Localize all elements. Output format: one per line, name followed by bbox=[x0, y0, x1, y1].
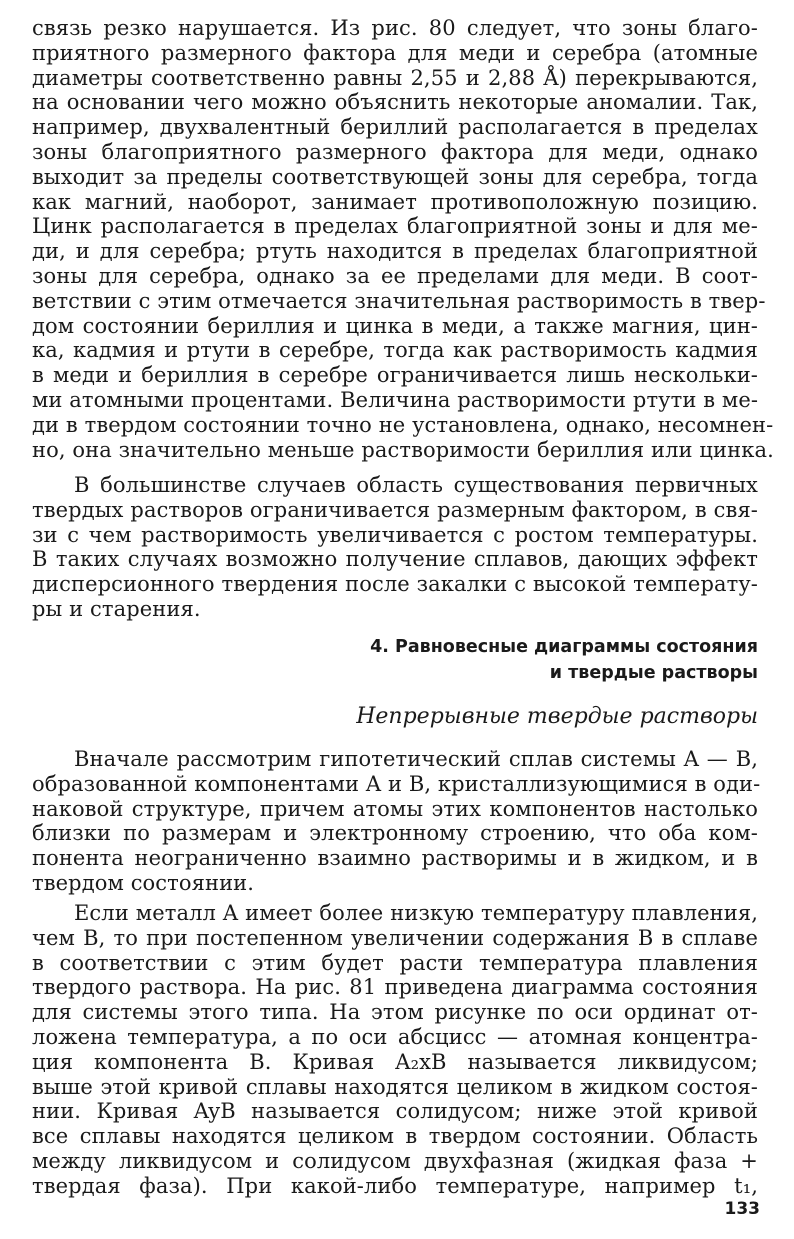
text-line: твердая фаза). При какой-либо температуре, например t₁, bbox=[32, 1173, 758, 1198]
section-heading-line-1: 4. Равновесные диаграммы состояния bbox=[370, 637, 758, 657]
text-line: в соответствии с этим будет расти температура плавления bbox=[32, 950, 758, 975]
text-line: Вначале рассмотрим гипотетический сплав системы A — B, bbox=[74, 747, 758, 771]
text-line: как магний, наоборот, занимает противоположную позицию. bbox=[32, 189, 758, 214]
text-line: твердом состоянии. bbox=[32, 870, 255, 895]
text-line: связь резко нарушается. Из рис. 80 следует, что зоны благо- bbox=[32, 16, 758, 40]
text-line: но, она значительно меньше растворимости бериллия или цинка. bbox=[32, 437, 774, 462]
text-line: ка, кадмия и ртути в серебре, тогда как растворимость кадмия bbox=[32, 338, 758, 363]
text-line: Если металл A имеет более низкую температуру плавления, bbox=[74, 901, 758, 925]
paragraph-3 bbox=[32, 747, 761, 896]
text-line: наковой структуре, причем атомы этих компонентов настолько bbox=[32, 796, 758, 821]
text-line: ветствии с этим отмечается значительная растворимость в твер- bbox=[32, 288, 766, 313]
text-line: В большинстве случаев область существования первичных bbox=[74, 473, 758, 497]
text-line: для системы этого типа. На этом рисунке по оси ординат от- bbox=[32, 1000, 758, 1025]
text-line: нии. Кривая AyB называется солидусом; ниже этой кривой bbox=[32, 1099, 758, 1124]
text-line: дисперсионного твердения после закалки с высокой температу- bbox=[32, 572, 758, 597]
text-line: дом состоянии бериллия и цинка в меди, а также магния, цин- bbox=[32, 313, 758, 338]
text-line: В таких случаях возможно получение сплавов, дающих эффект bbox=[32, 547, 758, 572]
text-line: зоны благоприятного размерного фактора для меди, однако bbox=[32, 139, 758, 164]
subsection-heading: Непрерывные твердые растворы bbox=[356, 704, 758, 729]
text-line: все сплавы находятся целиком в твердом состоянии. Область bbox=[32, 1124, 758, 1149]
text-line: образованной компонентами A и B, кристаллизующимися в оди- bbox=[32, 771, 761, 796]
text-line: близки по размерам и электронному строению, что оба ком- bbox=[32, 821, 758, 846]
text-line: приятного размерного фактора для меди и серебра (атомные bbox=[32, 40, 758, 65]
text-line: ры и старения. bbox=[32, 596, 201, 621]
text-line: выше этой кривой сплавы находятся целиком в жидком состоя- bbox=[32, 1074, 758, 1099]
text-line: Цинк располагается в пределах благоприятной зоны и для ме- bbox=[32, 214, 758, 239]
text-line: выходит за пределы соответствующей зоны для серебра, тогда bbox=[32, 164, 758, 189]
text-line: ция компонента B. Кривая A₂xB называется ликвидусом; bbox=[32, 1049, 758, 1074]
text-line: понента неограниченно взаимно растворимы и в жидком, и в bbox=[32, 846, 758, 871]
text-line: ми атомными процентами. Величина растворимости ртути в ме- bbox=[32, 387, 759, 412]
text-line: твердого раствора. На рис. 81 приведена диаграмма состояния bbox=[32, 975, 758, 1000]
text-line: твердых растворов ограничивается размерным фактором, в свя- bbox=[32, 497, 758, 522]
paragraph-1 bbox=[32, 16, 774, 462]
page-number: 133 bbox=[724, 1199, 760, 1219]
text-line: на основании чего можно объяснить некоторые аномалии. Так, bbox=[32, 90, 758, 115]
text-line: например, двухвалентный бериллий располагается в пределах bbox=[32, 115, 758, 140]
text-line: зоны для серебра, однако за ее пределами для меди. В соот- bbox=[32, 263, 758, 288]
section-heading-line-2: и твердые растворы bbox=[549, 663, 758, 683]
paragraph-2 bbox=[32, 473, 758, 622]
text-line: в меди и бериллия в серебре ограничивается лишь нескольки- bbox=[32, 363, 758, 388]
paragraph-4 bbox=[32, 901, 758, 1199]
text-line: ложена температура, а по оси абсцисс — атомная концентра- bbox=[32, 1024, 758, 1049]
text-line: чем B, то при постепенном увеличении содержания B в сплаве bbox=[32, 925, 758, 950]
text-line: ди, и для серебра; ртуть находится в пределах благоприятной bbox=[32, 239, 758, 264]
text-line: между ликвидусом и солидусом двухфазная (жидкая фаза + bbox=[32, 1148, 758, 1173]
section-heading bbox=[370, 634, 758, 686]
text-line: зи с чем растворимость увеличивается с ростом температуры. bbox=[32, 522, 758, 547]
text-line: диаметры соответственно равны 2,55 и 2,88 Å) перекрываются, bbox=[32, 65, 758, 90]
text-line: ди в твердом состоянии точно не установлена, однако, несомнен- bbox=[32, 412, 774, 437]
